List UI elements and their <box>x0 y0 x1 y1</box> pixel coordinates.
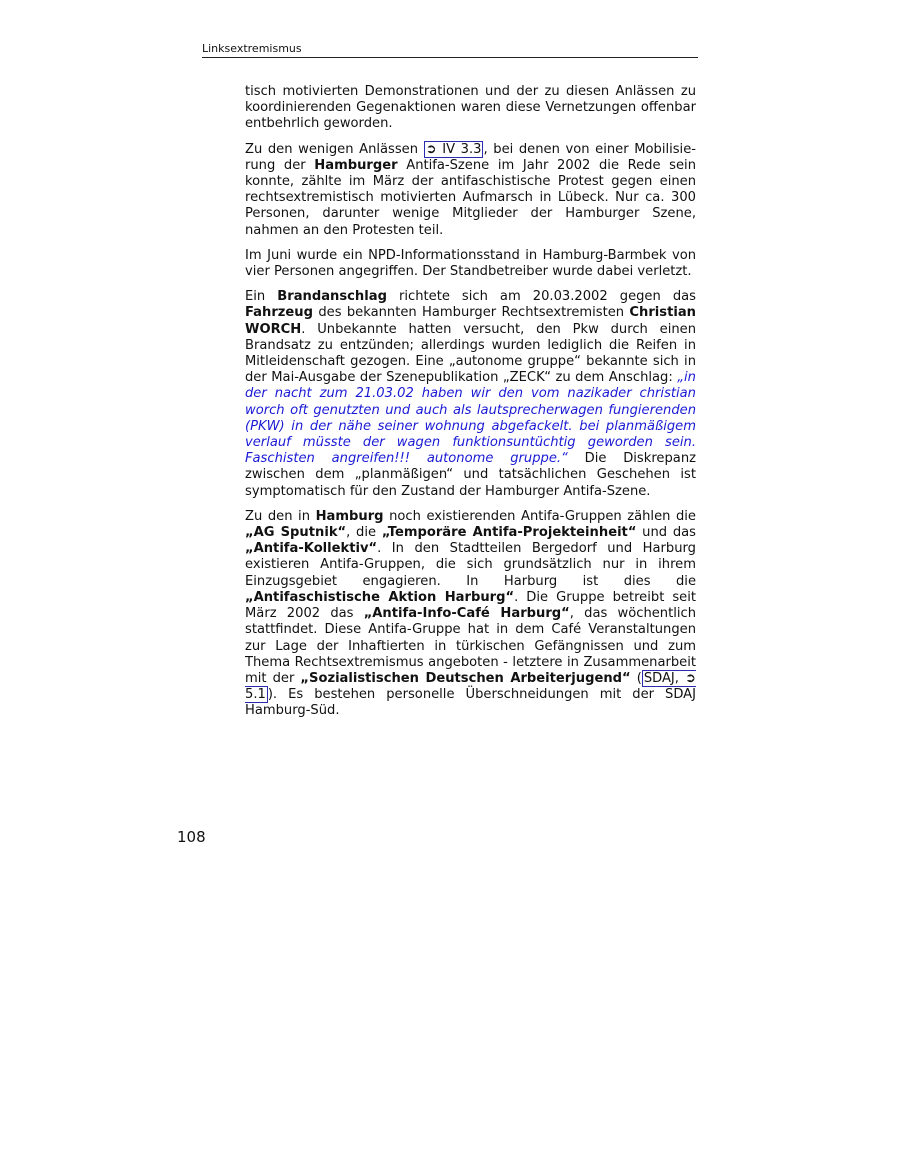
text-run: ( <box>630 670 642 686</box>
text-run: und das <box>636 525 696 541</box>
text-run: . Die Gruppe betreibt seit März 2002 das <box>245 589 696 622</box>
text-run: noch existierenden Antifa-Gruppen zählen die <box>383 508 696 524</box>
body-text <box>245 84 696 729</box>
text-run: . In den Stadtteilen Bergedorf und Harburg existieren Antifa-Gruppen, die sich grundsätzlich nur in ihrem Einzugsgebiet engagieren. In Harburg ist dies die <box>245 541 696 589</box>
text-run: , bei denen von einer Mobilisierung der <box>245 141 696 173</box>
cross-reference-link[interactable]: SDAJ, ➲ 5.1 <box>245 670 696 703</box>
section-title: Linksextremismus <box>202 42 302 55</box>
emphasis: „AG Sputnik“ <box>245 525 347 541</box>
text-run: Zu den in <box>245 508 316 524</box>
text-run: . Unbekannte hatten versucht, den Pkw durch einen Brandsatz zu entzünden; allerdings wurden lediglich die Reifen in Mitleidenschaft gezogen. Eine „autonome gruppe“ bekannte sich in der Mai-Ausgabe der Szenepublikation „ZECK“ zu dem Anschlag: <box>245 321 696 386</box>
emphasis: Fahrzeug <box>245 305 313 321</box>
paragraph-2 <box>245 142 696 239</box>
text-run: richtete sich am 20.03.2002 gegen das <box>386 289 696 305</box>
emphasis: Hamburg <box>315 508 384 524</box>
emphasis: „Temporäre Antifa-Projekteinheit“ <box>381 525 637 541</box>
emphasis: Hamburger <box>314 157 398 173</box>
paragraph-4 <box>245 289 696 500</box>
paragraph-3: Im Juni wurde ein NPD-Informationsstand in Hamburg-Barmbek von vier Personen angegriffen. Der Standbetreiber wurde dabei verletzt. <box>245 247 696 280</box>
page-number: 108 <box>177 828 206 846</box>
paragraph-5 <box>245 509 696 720</box>
emphasis: Christian WORCH <box>245 305 696 337</box>
text-run: Ein <box>245 289 278 305</box>
text-run: des bekannten Hamburger Rechtsextremisten <box>313 305 630 321</box>
emphasis: „Antifa-Info-Café Harburg“ <box>363 606 570 622</box>
emphasis: „Sozialistischen Deutschen Arbeiterjugend“ <box>300 670 631 686</box>
emphasis: „Antifa-Kollektiv“ <box>245 541 378 557</box>
paragraph-1: tisch motivierten Demonstrationen und der zu diesen Anlässen zu koordinierenden Gegenaktionen waren diese Vernetzungen offenbar entbehrlich geworden. <box>245 84 696 132</box>
cross-reference-link[interactable]: ➲ IV 3.3 <box>425 141 482 157</box>
text-run: , das wöchentlich stattfindet. Diese Antifa-Gruppe hat in dem Café Veranstaltungen zur Lage der Inhaftierten in türkischen Gefängnissen und zum Thema Rechtsextremismus angeboten - letztere in Zusammenarbeit mit der <box>245 606 697 686</box>
text-run: Zu den wenigen Anlässen <box>245 141 424 157</box>
running-header <box>202 41 698 58</box>
text-run: ). Es bestehen personelle Überschneidungen mit der SDAJ Hamburg-Süd. <box>245 687 696 719</box>
text-run: , die <box>346 525 382 541</box>
emphasis: Brandanschlag <box>277 289 387 305</box>
quotation: „in der nacht zum 21.03.02 haben wir den vom nazikader christian worch oft genutzten und auch als lautsprecherwagen fungierenden (PKW) in der nähe seiner wohnung abgefackelt. bei planmäßigem verlauf müsste der wagen funktionsuntüchtig geworden sein. Faschisten angreifen!!! autonome gruppe.“ <box>245 370 696 467</box>
text-run: Antifa-Szene im Jahr 2002 die Rede sein konnte, zählte im März der antifaschistische Protest gegen einen rechtsextremistisch motivierten Aufmarsch in Lübeck. Nur ca. 300 Personen, darunter wenige Mitglieder der Hamburger Szene, nahmen an den Protesten teil. <box>245 157 696 238</box>
emphasis: „Antifaschistische Aktion Harburg“ <box>245 589 515 605</box>
text-run: Die Diskrepanz zwischen dem „planmäßigen“ und tatsächlichen Geschehen ist symptomatisch für den Zustand der Hamburger Antifa-Szene. <box>245 451 696 499</box>
